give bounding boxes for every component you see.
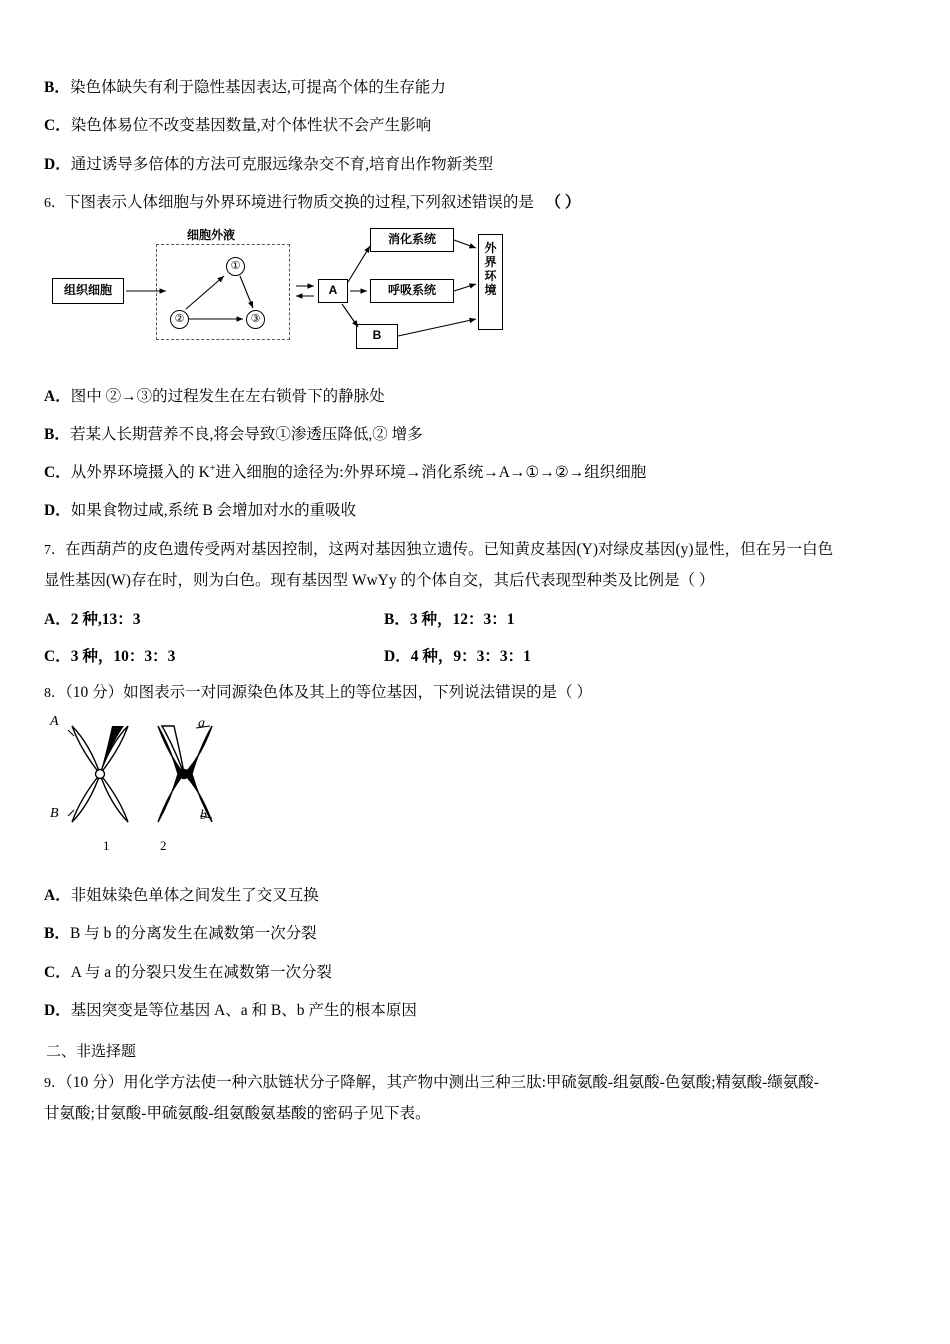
figure-caption-extracellular-fluid: 细胞外液 [184, 226, 238, 243]
option-text: 2 种,13：3 [70, 611, 141, 629]
option-label: C． [44, 963, 71, 981]
circle-1-label: ① [226, 257, 245, 276]
question-number: 6． [44, 195, 65, 211]
option-label: D． [44, 1001, 71, 1019]
allele-label-a: a [198, 716, 205, 732]
option-text: A 与 a 的分裂只发生在减数第一次分裂 [70, 963, 333, 981]
option-q5-c [44, 114, 910, 137]
env-char-3: 环 [484, 268, 497, 283]
allele-label-b: b [200, 808, 207, 824]
option-q8-b [44, 922, 910, 945]
question-9-line1 [44, 1071, 910, 1096]
question-text: （10 分）如图表示一对同源染色体及其上的等位基因，下列说法错误的是（ ） [65, 684, 593, 702]
answer-bracket: （ ） [545, 193, 581, 211]
option-label: D． [44, 502, 71, 520]
option-label: B． [44, 925, 70, 943]
circle-3-label: ③ [246, 310, 265, 329]
question-text: 甘氨酸;甘氨酸-甲硫氨酸-组氨酸氨基酸的密码子见下表。 [44, 1104, 431, 1122]
figure-arrows [50, 224, 520, 359]
digestive-system-box: 消化系统 [370, 228, 454, 252]
page-content [44, 76, 910, 1133]
question-text: 在西葫芦的皮色遗传受两对基因控制，这两对基因独立遗传。已知黄皮基因(Y)对绿皮基因(y)显性，但在另一白色 [65, 540, 834, 558]
question-7-options-row1 [44, 607, 910, 629]
option-q5-d [44, 153, 910, 176]
option-text: 4 种，9：3：3：1 [410, 648, 531, 666]
env-char-4: 境 [484, 283, 497, 298]
option-q7-a [44, 607, 384, 629]
question-number: 9． [44, 1076, 65, 1092]
question-9-line2 [44, 1102, 910, 1127]
option-label: B． [44, 79, 70, 96]
figure-homologous-chromosomes [50, 712, 280, 862]
option-label: C． [44, 464, 71, 482]
tissue-cell-box: 组织细胞 [52, 278, 124, 304]
option-text: 染色体易位不改变基因数量,对个体性状不会产生影响 [70, 117, 432, 135]
allele-label-B: B [50, 806, 59, 822]
allele-label-A: A [50, 714, 59, 730]
box-b: B [356, 324, 398, 349]
section-title-non-choice: 二、非选择题 [46, 1044, 137, 1061]
option-q7-d [384, 644, 531, 666]
option-label: A． [44, 611, 71, 629]
question-number: 7． [44, 542, 65, 558]
question-text: （10 分）用化学方法使一种六肽链状分子降解，其产物中测出三种三肽:甲硫氨酸-组氨酸-色氨酸;精氨酸-缬氨酸- [65, 1074, 819, 1092]
option-text: 图中 ②→③的过程发生在左右锁骨下的静脉处 [70, 387, 385, 405]
option-text: B 与 b 的分离发生在减数第一次分裂 [70, 925, 317, 943]
option-q6-d [44, 499, 910, 522]
option-q8-d [44, 999, 910, 1022]
option-label: D． [44, 155, 71, 173]
figure-material-exchange-diagram [50, 224, 520, 359]
option-text: 若某人长期营养不良,将会导致①渗透压降低,② 增多 [70, 425, 423, 443]
option-q8-c [44, 961, 910, 984]
option-label: D． [384, 648, 411, 666]
option-label: B． [44, 425, 70, 443]
question-text: 显性基因(W)存在时，则为白色。现有基因型 WwYy 的个体自交，其后代表现型种类及比例是（ ） [44, 571, 715, 589]
option-label: A． [44, 387, 71, 405]
respiratory-system-box: 呼吸系统 [370, 279, 454, 303]
option-label: A． [44, 887, 71, 905]
option-text: 3 种，10：3：3 [70, 648, 176, 666]
env-char-1: 外 [484, 240, 497, 255]
chromosome-number-2: 2 [160, 838, 167, 854]
question-7-stem-line2 [44, 569, 910, 594]
option-label: C． [44, 648, 71, 666]
option-q8-a [44, 884, 910, 907]
option-text: 染色体缺失有利于隐性基因表达,可提高个体的生存能力 [70, 79, 446, 96]
option-q6-b [44, 423, 910, 446]
question-text: 下图表示人体细胞与外界环境进行物质交换的过程,下列叙述错误的是 [65, 193, 534, 211]
option-text: 通过诱导多倍体的方法可克服远缘杂交不育,培育出作物新类型 [70, 155, 494, 173]
option-q5-b [44, 76, 910, 99]
option-q7-c [44, 644, 384, 666]
question-7-stem-line1 [44, 538, 910, 563]
option-label: C． [44, 117, 71, 135]
question-6-stem [44, 191, 910, 216]
chromosome-number-1: 1 [103, 838, 110, 854]
option-text: 如果食物过咸,系统 B 会增加对水的重吸收 [70, 502, 357, 520]
option-label: B． [384, 611, 410, 629]
circle-2-label: ② [170, 310, 189, 329]
option-text: 非姐妹染色单体之间发生了交叉互换 [70, 887, 319, 905]
option-text: 基因突变是等位基因 A、a 和 B、b 产生的根本原因 [70, 1001, 417, 1019]
option-q6-c [44, 461, 910, 484]
option-text: 从外界环境摄入的 K+进入细胞的途径为:外界环境→消化系统→A→①→②→组织细胞 [70, 463, 647, 482]
question-7-options-row2 [44, 644, 910, 666]
question-number: 8． [44, 686, 65, 702]
option-q7-b [384, 607, 514, 629]
env-char-2: 界 [484, 254, 497, 269]
box-a: A [318, 279, 348, 303]
option-text: 3 种，12：3：1 [409, 611, 515, 629]
question-8-stem [44, 681, 910, 706]
option-q6-a [44, 385, 910, 408]
